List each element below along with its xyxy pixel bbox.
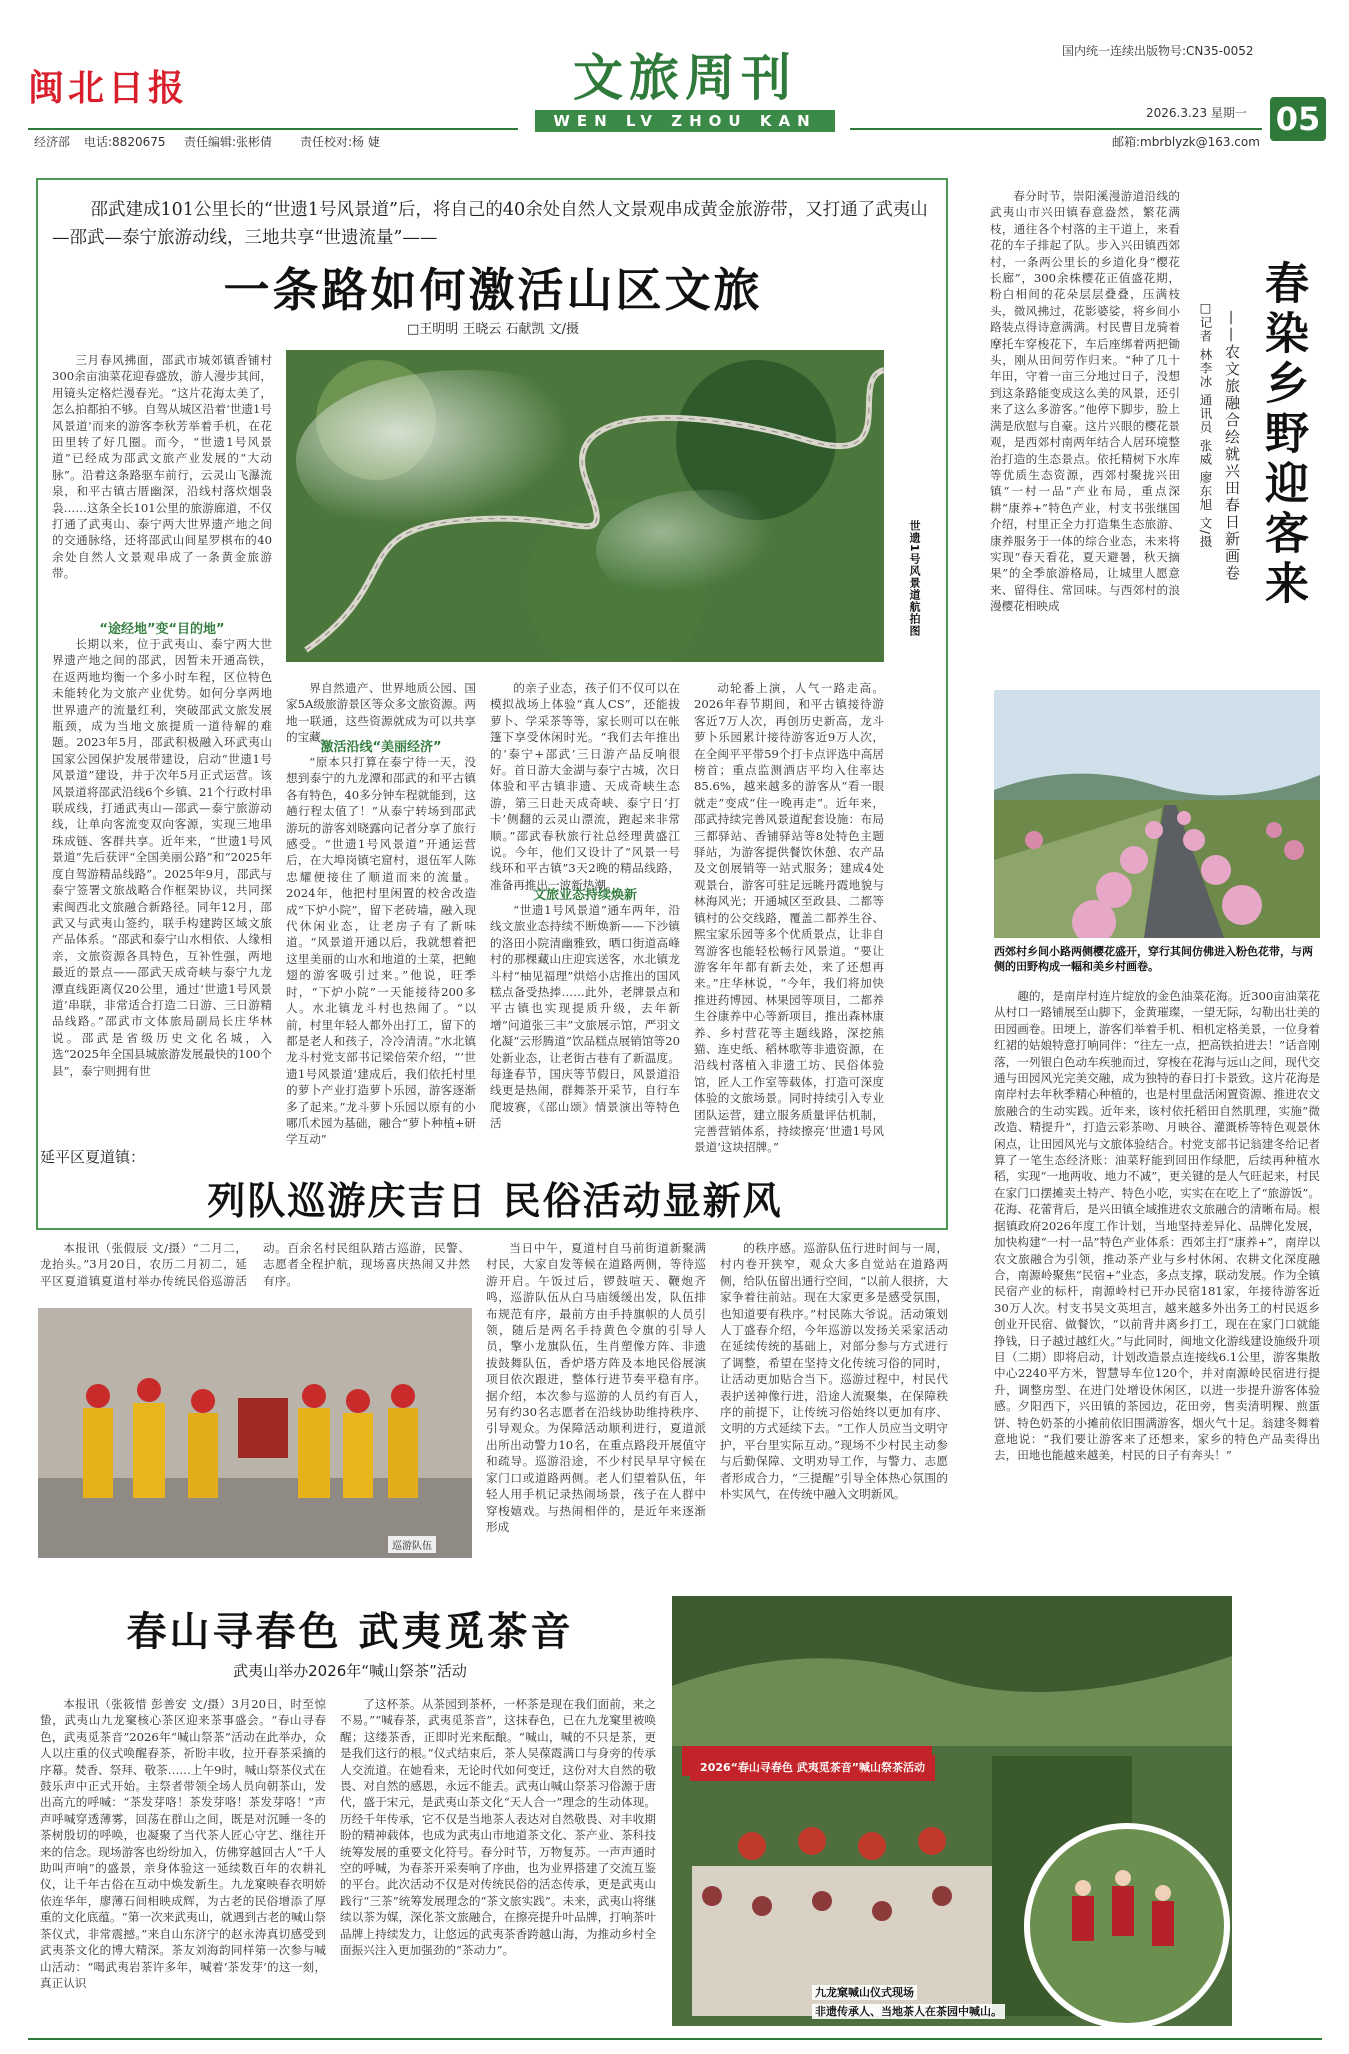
footer-rule <box>28 2038 1322 2040</box>
cherry-blossom-photo <box>994 690 1320 938</box>
section-pinyin: WEN LV ZHOU KAN <box>535 110 835 132</box>
a1-subhead-2: 激活沿线“美丽经济” <box>320 740 442 755</box>
a2-subtitle: ——农文旅融合绘就兴田春日新画卷 <box>1223 310 1241 582</box>
article-byline: □王明明 王晓云 石献凯 文/摄 <box>406 322 580 337</box>
tea-ceremony-image <box>672 1596 1232 2026</box>
a1-column-2a: 界自然遗产、世界地质公园、国家5A级旅游景区等众多文旅资源。两地一联通，这些资源就成为可以共享的宝藏。 <box>286 681 476 745</box>
parade-photo <box>38 1308 472 1558</box>
phone-label: 电话:8820675 <box>84 135 166 149</box>
a3-title: 列队巡游庆吉日 民俗活动显新风 <box>207 1179 783 1223</box>
a2-title: 春染乡野迎客来 <box>1257 260 1308 610</box>
a3-kicker: 延平区夏道镇： <box>40 1148 146 1166</box>
tea-ceremony-photo <box>672 1596 1232 2026</box>
road-aerial-photo <box>286 350 884 662</box>
a3-column-3: 的秩序感。巡游队伍行进时间与一周，村内卷开狭窄，观众大多自觉站在道路两侧，给队伍留出通行空间，“以前人很挤，大家争着往前站。现在大家更多是感受氛围，也知道要有秩序。”村民陈大爷说。活动策划人丁盛春介绍，今年巡游以发扬关采家活动在延续传统的基础上，对部分参与方式进行了调整，希望在坚持文化传统习俗的同时，让活动更加贴合当下。巡游过程中，村民代表护送神像行进，沿途人流聚集，在保障秩序的前提下，让传统习俗始终以更加有序、文明的方式延续下去。“工作人员应当文明守护，平台里实际互动。”现场不少村民主动参与后勤保障、文明劝导工作，与警力、志愿者形成合力，“三提醒”引导全体热心氛围的朴实风气，在传统中融入文明新风。 <box>720 1241 948 1502</box>
article-title: 一条路如何激活山区文旅 <box>223 263 763 317</box>
parade-photo-caption: 巡游队伍 <box>388 1536 436 1553</box>
a3-column-2: 当日中午，夏道村自马前街道新聚满村民，大家自发等候在道路两侧，等待巡游开启。午饭过后，锣鼓喧天、鞭炮齐鸣，巡游队伍从白马庙缓缓出发，队伍排布规范有序，最前方由手持旗帜的人员引领，随后是两名手持黄色令旗的引导人员，擎小龙旗队伍，生肖塑像方阵、非遗拔鼓舞队伍，香炉塔方阵及本地民俗展演项目依次跟进，整体行进节奏平稳有序。据介绍，本次参与巡游的人员约有百人，另有约30名志愿者在沿线协助维持秩序、引导观众。为保障活动顺利进行，夏道派出所出动警力10名，在重点路段开展值守和疏导。巡游沿途，不少村民早早守候在家门口或道路两侧。老人们望着队伍，年轻人用手机记录热闹场景，孩子在人群中穿梭嬉戏。与热闹相伴的，是近年来逐渐形成 <box>486 1241 706 1534</box>
a1-column-2b: “原本只打算在泰宁待一天，没想到泰宁的九龙潭和邵武的和平古镇各有特色，40多分钟车程就能到，这趟行程太值了！”从泰宁转场到邵武游玩的游客刘晓露向记者分享了旅行感受。“世遗1号风景道”开通运营后，在大埠岗镇宅窟村，退伍军人陈忠耀便接住了顺道而来的流量。2024年，他把村里闲置的校舍改造成“下炉小院”，留下老砖墙，融入现代休闲业态，让老房子有了新味道。“风景道开通以后，我就想着把这里美丽的山水和地道的土菜，把鲍翅的游客吸引过来。”他说，旺季时，“下炉小院”一天能接待200多人。水北镇龙斗村也热闹了。“以前，村里年轻人都外出打工，留下的都是老人和孩子，冷冷清清。”水北镇龙斗村党支部书记梁倍荣介绍，“‘世遗1号风景道’建成后，我们依托村里的萝卜产业打造萝卜乐园，游客逐渐多了起来。”龙斗萝卜乐园以原有的小哪爪术园为基础，融合“萝卜种植+研学互动” <box>286 755 476 1147</box>
page-number: 05 <box>1270 97 1326 141</box>
issue-date: 2026.3.23 星期一 <box>1146 106 1247 120</box>
aerial-photo-caption: 世遗1号风景道航拍图 <box>908 520 921 637</box>
section-title: 文旅周刊 <box>573 48 797 107</box>
a2-column-b: 趣的，是南岸村连片绽放的金色油菜花海。近300亩油菜花从村口一路铺展至山脚下，金黄璀璨，一望无际，勾勒出壮美的田园画卷。田埂上，游客们举着手机、相机定格美景，一位身着红裙的姑娘特意打响同伴：“往左一点，把高铁拍进去！”话音刚落，一列银白色动车疾驰而过，穿梭在花海与远山之间，现代交通与田园风光完美交融，成为独特的春日打卡景致。这片花海是南岸村去年秋季精心种植的，也是村里盘活闲置资源、推进农文旅融合的生动实践。近年来，该村依托稻田自然肌理，实施“微改造、精提升”，打造云彩茶吻、月映谷、灌溉桥等特色观景休闲点，让田园风光与文旅体验结合。村党支部书记翁建冬给记者算了一笔生态经济账：油菜籽能到回田作绿肥，后续再种植水稻，实现“一地两收、地力不减”，更关键的是人气旺起来，村民在家门口摆摊卖土特产、特色小吃，实实在在吃上了“旅游饭”。花海、花蕾背后，是兴田镇全域推进农文旅融合的清晰布局。根据镇政府2026年度工作计划，当地坚持差异化、品牌化发展，加快构建“一村一品”特色产业体系：西郊主打“康养+”，南岸以农文旅融合为引领，推动茶产业与乡村休闲、农耕文化深度融合，南源岭聚焦“民宿+”业态，多点支撑，联动发展。作为全镇民宿产业的标杆，南源岭村已开办民宿181家，年接待游客近30万人次。村支书吴文英坦言，越来越多外出务工的村民返乡创业开民宿、做餐饮，“以前背井离乡打工，现在在家门口就能挣钱，日子越过越红火。”与此同时，闽地文化游线建设施级升项目（二期）即将启动，计划改造景点连接线6.1公里，游客集散中心2240平方米，智慧导车位120个，并对南源岭民宿进行提升，调整房型、在进门处增设休闲区，以进一步提升游客体验感。夕阳西下，兴田镇的茶园边，花田旁，售卖清明粿、煎蛋饼、特色奶茶的小摊前依旧围满游客，烟火气十足。翁建冬舞着意地说：“我们要让游客来了还想来，家乡的特色产品卖得出去，田地也能越来越美，村民的日子有奔头！” <box>994 989 1320 1463</box>
a1-column-1b: 长期以来，位于武夷山、泰宁两大世界遗产地之间的邵武，因暂未开通高铁，在返两地均衡一个多小时车程，区位特色未能转化为文旅产业优势。如何分享两地世界遗产的流量红利，突破邵武文旅发展瓶颈，成为当地文旅提质一道待解的难题。2023年5月，邵武积极融入环武夷山国家公园保护发展带建设，启动“世遗1号风景道”建设，并于次年5月正式运营。该风景道将邵武沿线6个乡镇、21个行政村串联成线，打通武夷山—邵武—泰宁旅游动线，让单向客流变双向客源，实现三地串珠成链、客群共享。近年来，“世遗1号风景道”先后获评“全国美丽公路”和“2025年度自驾游精品线路”。2025年9月，邵武与泰宁签署文旅战略合作框架协议，共同探索闽西北文旅融合新路径。同年12月，邵武又与武夷山签约，联手构建跨区域文旅产品体系。“邵武和泰宁山水相依、人缘相亲，文旅资源各具特色，互补性强，两地最近的景点——邵武天成奇峡与泰宁九龙潭直线距离仅20公里，通过‘世遗1号风景道’串联，非常适合打造二日游、三日游精品线路。”邵武市文体旅局副局长庄华林说。邵武是省级历史文化名城，入选“2025年全国县城旅游发展最快的100个县”，泰宁则拥有世 <box>52 637 272 1078</box>
a1-subhead-3: 文旅业态持续焕新 <box>532 888 637 903</box>
header-rule-left <box>28 128 518 130</box>
tea-photo-caption-1: 九龙窠喊山仪式现场 <box>812 1985 917 2000</box>
a4-subtitle: 武夷山举办2026年“喊山祭茶”活动 <box>233 1662 467 1680</box>
a2-column-a: 春分时节，崇阳溪漫游道沿线的武夷山市兴田镇春意盎然，繁花满枝，通往各个村落的主干道上，来看花的车子排起了队。步入兴田镇西郊村，一条两公里长的乡道化身“樱花长廊”，300余株樱花正值盛花期，粉白相间的花朵层层叠叠，压满枝头，微风拂过，花影婆娑，将乡间小路装点得诗意满满。村民曹目龙骑着摩托车穿梭花下，车后座绑着两把锄头，刚从田间劳作归来。“种了几十年田，守着一亩三分地过日子，没想到这条路能变成这么美的风景，还引来了这么多游客。”他停下脚步，脸上满是欣慰与自豪。这片兴眼的樱花景观，是西郊村南两年结合人居环境整治打造的生态景点。依托精树下水库等优质生态资源，西郊村聚拢兴田镇“一村一品”产业布局，重点深耕“康养+”特色产业，村支书张继国介绍，村里正全力打造集生态旅游、康养服务于一体的综合业态，未来将实现“春天看花，夏天避暑，秋天摘果”的全季旅游格局，让城里人愿意来、留得住、常回味。与西郊村的浪漫樱花相映成 <box>990 189 1180 614</box>
a2-byline: □记者 林李冰 通讯员 张威 廖东旭 文/摄 <box>1198 300 1213 549</box>
parade-image <box>38 1308 472 1558</box>
article-lead: 邵武建成101公里长的“世遗1号风景道”后，将自己的40余处自然人文景观串成黄金旅游带，又打通了武夷山—邵武—泰宁旅游动线，三地共享“世遗流量”—— <box>52 200 928 248</box>
editor-label: 责任编辑:张彬倩 <box>184 135 273 149</box>
aerial-image <box>286 350 884 662</box>
a1-column-3a: 的亲子业态，孩子们不仅可以在模拟战场上体验“真人CS”，还能拔萝卜、学采茶等等，家长则可以在帐篷下享受休闲时光。“我们去年推出的‘泰宁+邵武’三日游产品反响很好。首日游大金湖与泰宁古城，次日体验和平古镇非遗、天成奇峡生态游，第三日赴天成奇峡、泰宁日‘打卡’侧翻的云灵山漂流，跑起来非常顺。”邵武春秋旅行社总经理黄盛江说。今年，他们又设计了“风景一号线环和平古镇”3天2晚的精品线路，准备再推出一波新热潮。 <box>490 681 680 892</box>
proof-label: 责任校对:杨 婕 <box>300 135 380 149</box>
a4-column-2: 了这杯茶。从茶园到茶杯，一杯茶是现在我们面前，来之不易。”“喊春茶，武夷觅茶音”，这抹春色，已在九龙窠里被唤醒；这缕茶香，正即时光来酝酿。“喊山，喊的不只是茶，更是我们这行的根。”仪式结束后，茶人吴葆霞满口与身旁的传承人交流道。在她看来，无论时代如何变迁，这份对大自然的敬畏、对自然的感恩，永远不能丢。武夷山喊山祭茶习俗源于唐代，盛于宋元，是武夷山茶文化“天人合一”理念的生动体现。历经千年传承，它不仅是当地茶人表达对自然敬畏、对丰收期盼的精神载体，也成为武夷山市地道茶文化、茶产业、茶科技统筹发展的重要文化符号。春分时节，万物复苏。一声声通时空的呼喊，为春茶开采奏响了序曲，也为业界搭建了交流互鉴的平台。此次活动不仅是对传统民俗的活态传承，更是武夷山践行“三茶”统筹发展理念的“茶文旅实践”。未来，武夷山将继续以茶为媒，深化茶文旅融合，在擦亮提升叶品牌，打响茶叶品牌上持续发力，让悠远的武夷茶香跨越山海，为推动乡村全面振兴注入更加强劲的“茶动力”。 <box>340 1697 656 1958</box>
a1-column-3b: “世遗1号风景道”通车两年，沿线文旅业态持续不断焕新——下沙镇的洛田小院清幽雅致，晒口街道高峰村的那棵藏山庄迎宾送客，水北镇龙斗村“柚见福理”烘焙小店推出的国风糕点备受热捧……此外，老牌景点和平古镇也实现提质升级，去年新增“问道张三丰”文旅展示馆，严羽文化凝“云形腾道”饮品糕点展销馆等20处新业态，让老街古巷有了新温度。每逢春节，国庆等节假日，风景道沿线更是热闹，群舞茶开采节，自行车爬坡赛，《邵山颂》情景演出等特色活 <box>490 903 680 1131</box>
a3-column-1: 本报讯（张假辰 文/摄）“二月二，龙抬头。”3月20日，农历二月初二，延平区夏道镇夏道村举办传统民俗巡游活动。百余名村民组队踏古巡游，民警、志愿者全程护航，现场喜庆热闹又井然有序。 <box>40 1241 470 1288</box>
a1-subhead-1: “途经地”变“目的地” <box>99 622 225 637</box>
cherry-photo-caption: 西郊村乡间小路两侧樱花盛开，穿行其间仿佛进入粉色花带，与两侧的田野构成一幅和美乡村画卷。 <box>994 945 1313 973</box>
header-rule-right <box>850 128 1262 130</box>
tea-photo-caption-2: 非遗传承人、当地茶人在茶园中喊山。 <box>812 2004 1005 2019</box>
cherry-road-image <box>994 690 1320 938</box>
dept-label: 经济部 <box>34 135 71 149</box>
a1-column-4: 动轮番上演，人气一路走高。2026年春节期间，和平古镇接待游客近7万人次，再创历史新高，龙斗萝卜乐园累计接待游客近9万人次，在全闽平平带59个打卡点评选中高居榜首；重点监测酒店平均入住率达85.6%，越来越多的游客从“看一眼就走”变成“住一晚再走”。近年来，邵武持续完善风景道配套设施：布局三都驿站、香铺驿站等8处特色主题驿站，为游客提供餐饮休憩、农产品及文创展销等一站式服务；建成4处观景台，游客可驻足远眺丹霞地貌与林海风光；开通城区至政县、二都等镇村的公交线路，覆盖二都养生谷、熙宝家乐园等多个优质景点，让非自驾游客也能轻松畅行风景道。“要让游客年年都有新去处，来了还想再来。”庄华林说，“今年，我们将加快推进药博园、林果园等项目，二都养生谷康养中心等新项目，推出森林康养、乡村营花等主题线路，深挖熊猫、连史纸、稻林歌等非遗资源，在沿线村落植入非遗工坊、民俗体验馆，匠人工作室等载体，打造可深度体验的文旅场景。同时持续引入专业团队运营，建立服务质量评估机制，完善营销体系，持续擦亮‘世遗1号风景道’这块招牌。” <box>694 681 884 1155</box>
cn-number: 国内统一连续出版物号:CN35-0052 <box>1062 44 1254 58</box>
a4-title: 春山寻春色 武夷觅茶音 <box>126 1608 574 1655</box>
a1-column-1a: 三月春风拂面，邵武市城郊镇香铺村300余亩油菜花迎春盛放，游人漫步其间，用镜头定格烂漫春光。“这片花海太美了，怎么拍都拍不够。自驾从城区沿着‘世遗1号风景道’而来的游客李秋芳举着手机，在花田里转了好几圈。而今，“世遗1号风景道”已经成为邵武文旅产业发展的“大动脉”。沿着这条路驱车前行，云灵山飞瀑流泉，和平古镇古厝幽深，沿线村落炊烟袅袅……这条全长101公里的旅游廊道，不仅打通了武夷山、泰宁两大世界遗产地之间的交通脉络，还将邵武山间星罗棋布的40余处自然人文景观串成了一条黄金旅游带。 <box>52 353 272 581</box>
email-link[interactable]: 邮箱:mbrblyzk@163.com <box>1112 135 1260 149</box>
ceremony-banner: 2026“春山寻春色 武夷觅茶音”喊山祭茶活动 <box>690 1755 935 1781</box>
a4-column-1: 本报讯（张筱惜 彭善安 文/摄）3月20日，时至惊蛰，武夷山九龙窠核心茶区迎来茶事盛会。“春山寻春色，武夷觅茶音”2026年“喊山祭茶”活动在此举办，众人以庄重的仪式唤醒春茶，祈盼丰收，拉开春茶采摘的序幕。焚香、祭拜、敬茶……上午9时，喊山祭茶仪式在鼓乐声中正式开始。主祭者带领全场人员向朝茶山，发出高亢的呼喊：“茶发芽咯！茶发芽咯！茶发芽咯！”声声呼喊穿透薄雾，回荡在群山之间，既是对沉睡一冬的茶树殷切的呼唤，也凝聚了当代茶人匠心守艺、继往开来的信念。现场游客也纷纷加入，仿佛穿越回古人“千人助叫声响”的盛景，亲身体验这一延续数百年的农耕礼仪，让千年古俗在互动中焕发新生。九龙窠映春衣明娇依连华年，廖薄石间相映成辉，为古老的民俗增添了厚重的文化底蕴。“第一次来武夷山，就遇到古老的喊山祭茶仪式，非常震撼。”来自山东济宁的赵永涛真切感受到武夷茶文化的博大精深。茶友刘海韵同样第一次参与喊山活动：“喝武夷岩茶许多年，喊着‘茶发芽’的这一刻，真正认识 <box>40 1697 326 1990</box>
newspaper-logo[interactable]: 闽北日报 <box>28 67 189 109</box>
